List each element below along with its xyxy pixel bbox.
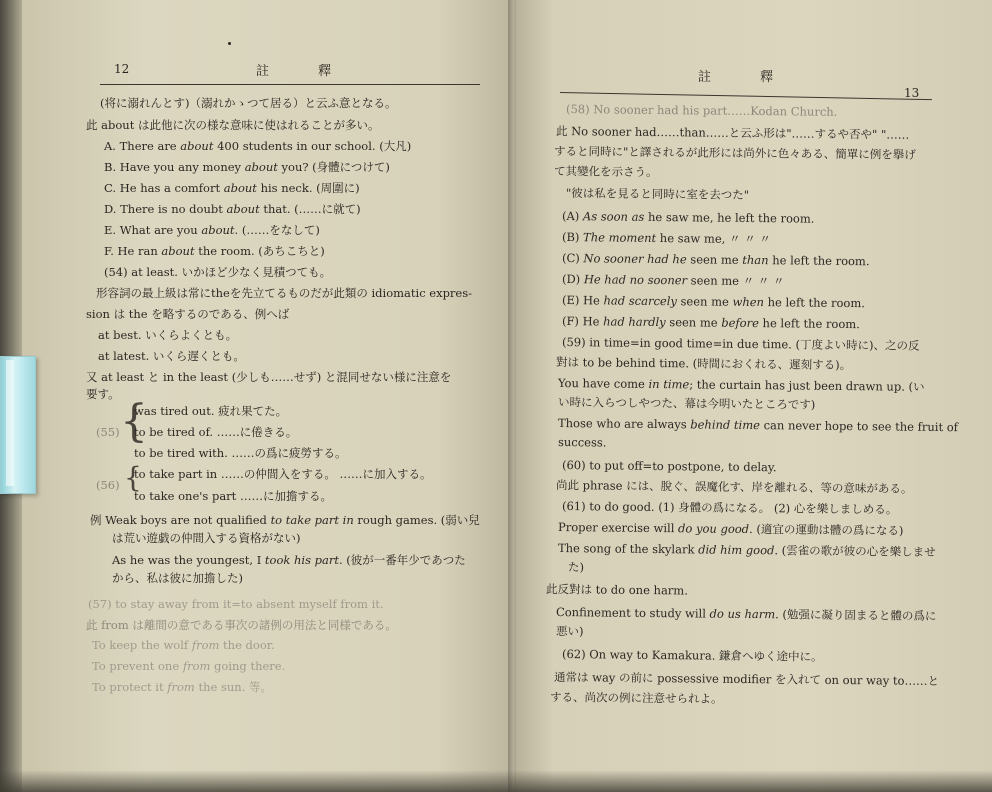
right-text-line	[558, 435, 607, 450]
text-run: success.	[557, 435, 607, 450]
text-run: から、私は彼に加擔した)	[112, 571, 243, 585]
text-run: 悪い)	[555, 624, 584, 639]
text-run: to be tired with. ……の爲に疲勞する。	[134, 446, 347, 460]
right-text-line	[550, 690, 723, 706]
text-run: at latest. いくら遅くとも。	[98, 349, 245, 363]
text-run: (C)	[561, 251, 584, 266]
text-run: the door.	[219, 638, 275, 652]
italic-phrase: took his part	[264, 553, 339, 567]
italic-phrase: to take part in	[270, 513, 354, 527]
left-text-line	[86, 387, 120, 401]
text-run: 形容詞の最上級は常にtheを先立てるものだが此類の idiomatic expres-	[96, 286, 473, 300]
text-run: た)	[567, 560, 585, 575]
right-text-line	[546, 582, 688, 597]
right-text-line	[558, 395, 815, 412]
italic-phrase: He had no sooner	[583, 272, 688, 288]
italic-phrase: do you good	[678, 521, 750, 537]
text-run: You have come	[557, 376, 649, 391]
text-run: B. Have you any money	[104, 160, 245, 174]
text-run: (F) He	[561, 314, 604, 329]
text-run: C. He has a comfort	[104, 181, 224, 195]
text-run: rough games. (弱い兒	[353, 513, 480, 527]
text-run: ; the curtain has just been drawn up. (い	[689, 377, 925, 394]
left-running-title: 註 釋	[256, 64, 350, 79]
text-run: (57) to stay away from it=to absent myself from it.	[88, 597, 384, 611]
left-text-line	[98, 328, 237, 342]
page-speck	[228, 42, 231, 45]
italic-phrase: before	[721, 315, 760, 331]
text-run: て其變化を示さう。	[553, 164, 658, 180]
text-run: going there.	[210, 659, 286, 673]
left-text-line	[100, 96, 396, 110]
left-text-line	[104, 223, 320, 237]
italic-phrase: had hardly	[603, 314, 666, 330]
text-run: (D)	[561, 272, 584, 287]
italic-phrase: about	[244, 160, 278, 174]
glass-shine	[6, 360, 14, 486]
left-page-number: 12	[114, 62, 130, 76]
brace-56: {	[124, 461, 142, 494]
left-text-line	[96, 286, 472, 300]
text-run: that. (……に就て)	[259, 202, 361, 216]
text-run: he left the room.	[758, 316, 860, 332]
left-text-line	[104, 181, 360, 195]
text-run: seen me	[686, 252, 743, 267]
text-run: (B)	[561, 230, 584, 245]
text-run: (61) to do good. (1) 身體の爲になる。 (2) 心を樂しましめる。	[561, 499, 898, 517]
left-text-line	[96, 425, 120, 439]
text-run: the room. (あちこちと)	[194, 244, 325, 258]
right-text-line	[568, 560, 584, 574]
right-text-line	[556, 624, 584, 638]
italic-phrase: from	[167, 680, 195, 694]
text-run: the sun. 等。	[194, 680, 273, 694]
italic-phrase: about	[226, 202, 260, 216]
italic-phrase: about	[161, 244, 195, 258]
left-header-rule	[100, 84, 480, 85]
right-text-line	[566, 186, 749, 202]
text-run: . (雲雀の歌が彼の心を樂しませ	[774, 543, 936, 559]
text-run: (62) On way to Kamakura. 鎌倉へゆく途中に。	[561, 647, 823, 664]
text-run: (59) in time=in good time=in due time. (丁度よい時に)、之の反	[561, 335, 920, 353]
text-run: 又 at least と in the least (少しも……せず) と混同せない様に注意を	[86, 370, 452, 384]
text-run: you? (身體につけて)	[277, 160, 390, 174]
left-text-line	[112, 531, 301, 545]
text-run: seen me	[676, 294, 733, 309]
text-run: 通常は way の前に possessive modifier を入れて on our way to……と	[553, 670, 940, 689]
text-run: い時に入らつしやつた、幕は今明いたところです)	[557, 395, 816, 412]
text-run: he left the room.	[768, 253, 870, 269]
text-run: (60) to put off=to postpone, to delay.	[561, 458, 777, 475]
text-run: A. There are	[104, 139, 181, 153]
text-run: は荒い遊戯の仲間入する資格がない)	[112, 531, 301, 545]
text-run: was tired out. 疲れ果てた。	[134, 404, 288, 418]
text-run: 要す。	[86, 387, 120, 401]
text-run: 例 Weak boys are not qualified	[90, 513, 271, 527]
left-text-line	[86, 618, 397, 632]
text-run: he saw me, 〃 〃 〃	[656, 230, 771, 247]
text-run: To keep the wolf	[92, 638, 192, 652]
right-running-title: 註 釋	[698, 70, 792, 85]
right-text-line	[566, 102, 838, 119]
left-text-line	[86, 370, 451, 384]
text-run: . (……をなして)	[234, 223, 320, 237]
left-text-line	[96, 478, 120, 492]
left-text-line	[104, 139, 411, 153]
left-text-line	[134, 489, 332, 503]
left-text-line	[104, 265, 331, 279]
text-run: . (適宜の運動は體の爲になる)	[749, 522, 904, 538]
text-run: Proper exercise will	[557, 520, 679, 536]
text-run: (58) No sooner had his part……Kodan Church.	[565, 102, 838, 119]
text-run: at best. いくらよくとも。	[98, 328, 238, 342]
right-text-line	[562, 458, 777, 474]
italic-phrase: when	[732, 294, 765, 310]
text-run: (55)	[96, 425, 120, 439]
left-text-line	[134, 425, 297, 439]
right-text-line	[554, 164, 658, 179]
text-run: する、尚次の例に注意せられよ。	[549, 690, 723, 706]
text-run: 此反對は to do one harm.	[545, 582, 688, 598]
right-text-line	[562, 272, 785, 288]
text-run: . (勉强に凝り固まると體の爲に	[775, 607, 937, 623]
text-run: The song of the skylark	[557, 541, 699, 557]
text-run: sion は the を略するのである、例へば	[86, 307, 290, 321]
text-run: すると同時に"と譯されるが此形には尚外に色々ある、簡單に例を擧げ	[553, 144, 916, 162]
left-text-line	[104, 244, 325, 258]
text-run: 此 No sooner had……than……と云ふ形は"……するや否や" "……	[555, 124, 910, 142]
left-text-line	[92, 638, 275, 652]
text-run: As he was the youngest, I	[112, 553, 265, 567]
text-run: "彼は私を見ると同時に室を去つた"	[565, 186, 750, 202]
italic-phrase: had scarcely	[603, 293, 677, 309]
text-run: can never hope to see the fruit of	[759, 418, 959, 435]
italic-phrase: than	[742, 252, 769, 268]
text-run: E. What are you	[104, 223, 202, 237]
text-run: to take part in ……の仲間入をする。 ……に加入する。	[134, 467, 432, 481]
text-run: . (彼が一番年少であつた	[339, 553, 466, 567]
italic-phrase: in time	[648, 376, 690, 392]
text-run: (56)	[96, 478, 120, 492]
text-run: he left the room.	[763, 295, 865, 311]
left-text-line	[104, 160, 390, 174]
right-text-line	[562, 647, 823, 664]
text-run: To prevent one	[92, 659, 183, 673]
text-run: (E) He	[561, 293, 604, 308]
italic-phrase: about	[180, 139, 214, 153]
left-text-line	[98, 349, 245, 363]
brace-55: {	[120, 396, 148, 447]
text-run: D. There is no doubt	[104, 202, 227, 216]
text-run: Those who are always	[557, 416, 691, 432]
text-run: to be tired of. ……に倦きる。	[134, 425, 298, 439]
italic-phrase: about	[201, 223, 235, 237]
right-page-number: 13	[904, 86, 920, 100]
italic-phrase: do us harm	[709, 606, 776, 622]
italic-phrase: The moment	[583, 230, 657, 245]
text-run: To protect it	[92, 680, 168, 694]
left-text-line	[104, 202, 361, 216]
text-run: (54) at least. いかほど少なく見積つても。	[104, 265, 332, 279]
text-run: Confinement to study will	[555, 605, 710, 621]
left-text-line	[92, 659, 285, 673]
page-bottom-shadow	[0, 770, 992, 792]
text-run: seen me 〃 〃 〃	[686, 273, 785, 289]
left-text-line	[134, 404, 287, 418]
italic-phrase: behind time	[690, 417, 761, 433]
italic-phrase: No sooner had he	[583, 251, 687, 267]
text-run: seen me	[665, 315, 722, 330]
text-run: (将に溺れんとす)（溺れかゝつて居る）と云ふ意となる。	[100, 96, 397, 110]
text-run: 此 about は此他に次の様な意味に使はれることが多い。	[86, 118, 380, 132]
italic-phrase: about	[223, 181, 257, 195]
text-run: his neck. (周圍に)	[256, 181, 360, 195]
italic-phrase: from	[191, 638, 220, 652]
left-text-line	[112, 553, 466, 567]
left-text-line	[88, 597, 384, 611]
italic-phrase: As soon as	[582, 209, 645, 224]
left-text-line	[112, 571, 243, 585]
left-text-line	[86, 118, 379, 132]
text-run: he saw me, he left the room.	[644, 209, 815, 226]
text-run: F. He ran	[104, 244, 162, 258]
right-text-line	[562, 230, 771, 246]
right-text-line	[562, 209, 815, 226]
text-run: 400 students in our school. (大凡)	[213, 139, 412, 153]
left-text-line	[134, 446, 347, 460]
left-text-line	[90, 513, 480, 527]
text-run: to take one's part ……に加擔する。	[134, 489, 332, 503]
left-text-line	[86, 307, 289, 321]
left-text-line	[134, 467, 432, 481]
text-run: (A)	[561, 209, 584, 224]
text-run: 此 from は離間の意である事次の諸例の用法と同様である。	[86, 618, 397, 632]
text-run: 尚此 phrase には、脫ぐ、誤魔化す、岸を離れる、等の意味がある。	[555, 478, 913, 496]
italic-phrase: did him good	[698, 542, 775, 558]
text-run: 對は to be behind time. (時間におくれる、遲刻する)。	[555, 355, 852, 373]
left-text-line	[92, 680, 272, 694]
italic-phrase: from	[182, 659, 211, 673]
